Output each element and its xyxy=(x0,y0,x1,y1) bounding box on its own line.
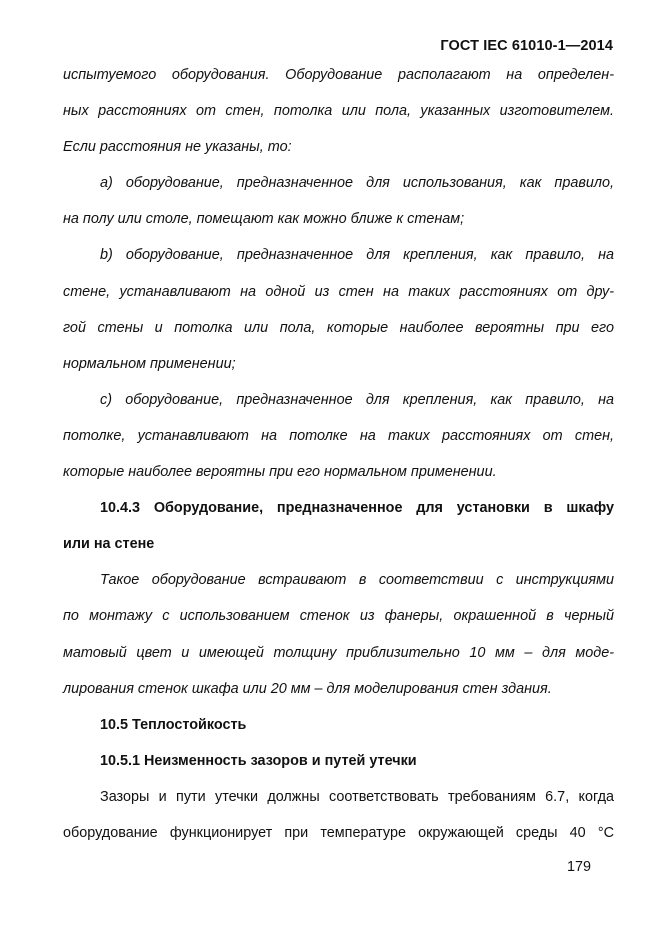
section-heading-10-5-1: 10.5.1 Неизменность зазоров и путей утечки xyxy=(100,752,417,769)
text-line: ных расстояниях от стен, потолка или пола, указанных изготовителем. xyxy=(63,103,614,120)
text-line: лирования стенок шкафа или 20 мм – для моделирования стен здания. xyxy=(63,680,552,697)
list-item-a: а) оборудование, предназначенное для использования, как правило, xyxy=(100,175,614,192)
text-line: матовый цвет и имеющей толщину приблизительно 10 мм – для моде- xyxy=(63,644,614,661)
text-line: оборудование функционирует при температуре окружающей среды 40 °С xyxy=(63,824,614,841)
text-line: нормальном применении; xyxy=(63,355,236,372)
text-line: испытуемого оборудования. Оборудование располагают на определен- xyxy=(63,67,614,83)
list-item-b: b) оборудование, предназначенное для крепления, как правило, на xyxy=(100,247,614,264)
text-line: гой стены и потолка или пола, которые наиболее вероятны при его xyxy=(63,319,614,336)
standard-header: ГОСТ IEC 61010-1—2014 xyxy=(440,38,613,54)
text-line: стене, устанавливают на одной из стен на таких расстояниях от дру- xyxy=(63,283,614,300)
text-line: которые наиболее вероятны при его нормальном применении. xyxy=(63,464,497,481)
text-line: Такое оборудование встраивают в соответствии с инструкциями xyxy=(100,572,614,589)
document-body xyxy=(63,64,614,858)
text-line: на полу или столе, помещают как можно ближе к стенам; xyxy=(63,211,465,228)
page-number: 179 xyxy=(567,859,592,875)
text-line: потолке, устанавливают на потолке на таких расстояниях от стен, xyxy=(63,427,614,444)
section-heading-10-4-3-cont: или на стене xyxy=(63,536,155,553)
text-line: по монтажу с использованием стенок из фанеры, окрашенной в черный xyxy=(63,608,614,625)
section-heading-10-5: 10.5 Теплостойкость xyxy=(100,716,247,733)
section-heading-10-4-3: 10.4.3 Оборудование, предназначенное для установки в шкафу xyxy=(100,500,614,517)
text-line: Зазоры и пути утечки должны соответствовать требованиям 6.7, когда xyxy=(100,788,614,805)
text-line: Если расстояния не указаны, то: xyxy=(63,139,292,156)
list-item-c: с) оборудование, предназначенное для крепления, как правило, на xyxy=(100,391,614,408)
